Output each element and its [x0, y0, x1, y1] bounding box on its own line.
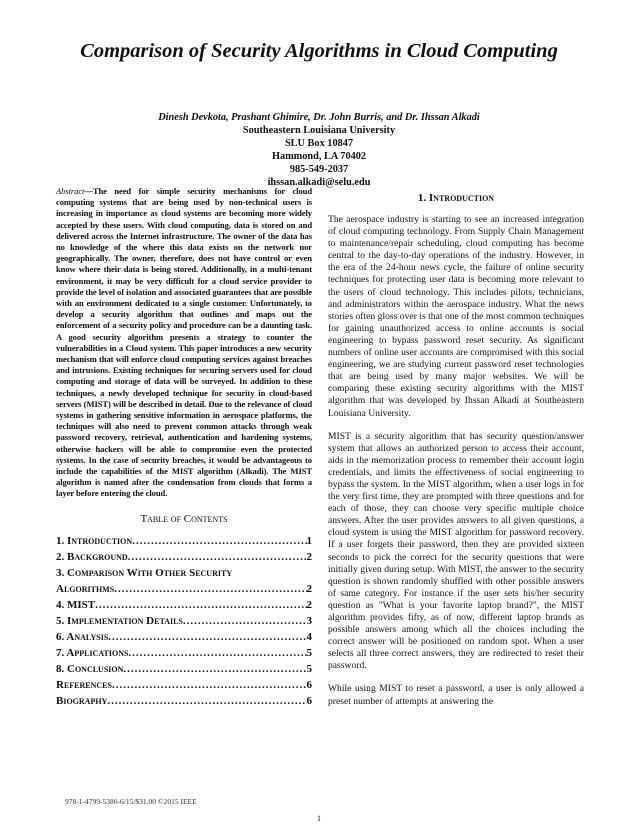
toc-entry[interactable]: Biography ..... 6: [56, 693, 312, 709]
body-paragraph: While using MIST to reset a password, a user is only allowed a preset number of attempts at answering the: [328, 683, 584, 707]
toc-heading: Table of Contents: [140, 512, 228, 525]
page-number: 1: [317, 814, 321, 823]
table-of-contents: [56, 533, 312, 709]
body-paragraph: MIST is a security algorithm that has security question/answer system that allows an authorized person to access their account, aids in the memorization process to remember their account login credentials, and limits the effectiveness of social engineering to bypass the system. In the MIST algorithm, when a user logs in for the very first time, they are prompted with three questions and for each of those, they can choose very specific multiple choice answers. After the user provides answers to all given questions, a cloud system is using the MIST algorithm for password recovery. If a user forgets their password, then they are provided sixteen seconds to pick the correct for the security questions that were initially given during setup. With MIST, the answer to the security question is shown randomly shuffled with other possible answers of same category. For instance if the user sets his/her security question as "What is your favorite laptop brand?", the MIST algorithm provides fifty, as of now, different laptop brands as possible answers among which all the choices including the correct answer will be positioned on random spot. When a user selects all three correct answers, they are redirected to reset their password.: [328, 430, 584, 672]
abstract-text: —The need for simple security mechanisms for cloud computing systems that are being used by non-technical users is increasing in importance as cloud systems are becoming more widely accepted by these users. With cloud computing, data is stored on and delivered across the Internet infrastructure. The owner of the data has no knowledge of the where this data exists on the network nor geographically. The owner, therefore, does not have control or even know where their data is being stored. Additionally, in a multi-tenant environment, it may be very difficult for a cloud service provider to provide the level of isolation and associated guarantees that are possible with an environment dedicated to a single customer. Unfortunately, to develop a security algorithm that outlines and maps out the enforcement of a security policy and procedure can be a daunting task. A good security algorithm presents a strategy to counter the vulnerabilities in a Cloud system. This paper introduces a new security mechanism that will enforce cloud computing services against breaches and intrusions. Existing techniques for securing servers used for cloud computing and storage of data will be surveyed. In addition to these techniques, a newly developed technique for security in cloud-based servers (MIST) will be described in detail. Due to the relevance of cloud systems in gathering sensitive information in aerospace platforms, the techniques will also need to prevent common attacks through weak password recovery, retrieval, authentication and hardening systems, otherwise hackers will be able to compromise even the protected systems. In the case of security breaches, it would be advantageous to include the capabilities of the MIST algorithm (Alkadi). The MIST algorithm is named after the condensation from clouds that forms a layer before entering the cloud.: [56, 186, 312, 499]
toc-entry[interactable]: 8. Conclusion ..... 5: [56, 661, 312, 677]
toc-entry[interactable]: 3. Comparison With Other Security: [56, 566, 233, 579]
toc-entry[interactable]: 5. Implementation Details ..... 3: [56, 613, 312, 629]
author-block: [0, 111, 638, 189]
address-city: Hammond, LA 70402: [271, 151, 367, 162]
toc-entry[interactable]: 2. Background ..... 2: [56, 549, 312, 565]
toc-entry[interactable]: 6. Analysis ..... 4: [56, 629, 312, 645]
section-heading-introduction: 1. Introduction: [417, 192, 495, 204]
abstract: [56, 186, 312, 500]
phone: 985-549-2037: [289, 164, 349, 175]
toc-entry[interactable]: Algorithms ..... 2: [56, 581, 312, 597]
toc-entry[interactable]: References ..... 6: [56, 677, 312, 693]
author-names: Dinesh Devkota, Prashant Ghimire, Dr. John Burris, and Dr. Ihssan Alkadi: [158, 112, 480, 123]
toc-entry[interactable]: 4. MIST ..... 2: [56, 597, 312, 613]
body-paragraph: The aerospace industry is starting to see an increased integration of cloud computing technology. From Supply Chain Management to maintenance/repair scheduling, cloud computing has become central to the day-to-day operations of the industry. However, in the era of the 24-hour news cycle, the failure of online security techniques for protecting user data is becoming more relevant to the users of cloud technology. This includes pilots, technicians, and administrators within the aerospace industry. What the news stories often gloss over is that one of the most common techniques for gaining unauthorized access to online accounts is social engineering to bypass password reset security. As significant numbers of online user accounts are compromised with this social engineering, we are studying current password reset technologies that are being used by many major websites. We will be comparing these existing security algorithms with the MIST algorithm that was developed by Ihssan Alkadi at Southeastern Louisiana University.: [328, 214, 584, 419]
affiliation: Southeastern Louisiana University: [242, 125, 396, 136]
right-column: [328, 186, 584, 719]
email: ihssan.alkadi@selu.edu: [267, 177, 371, 188]
paper-title: Comparison of Security Algorithms in Cloud Computing: [80, 40, 558, 62]
copyright-footer: 978-1-4799-5380-6/15/$31.00 ©2015 IEEE: [65, 797, 197, 806]
left-column: [56, 186, 312, 709]
abstract-label: Abstract: [56, 186, 85, 196]
address-box: SLU Box 10847: [284, 138, 354, 149]
toc-entry[interactable]: 7. Applications ..... 5: [56, 645, 312, 661]
toc-entry[interactable]: 1. Introduction ..... 1: [56, 533, 312, 549]
